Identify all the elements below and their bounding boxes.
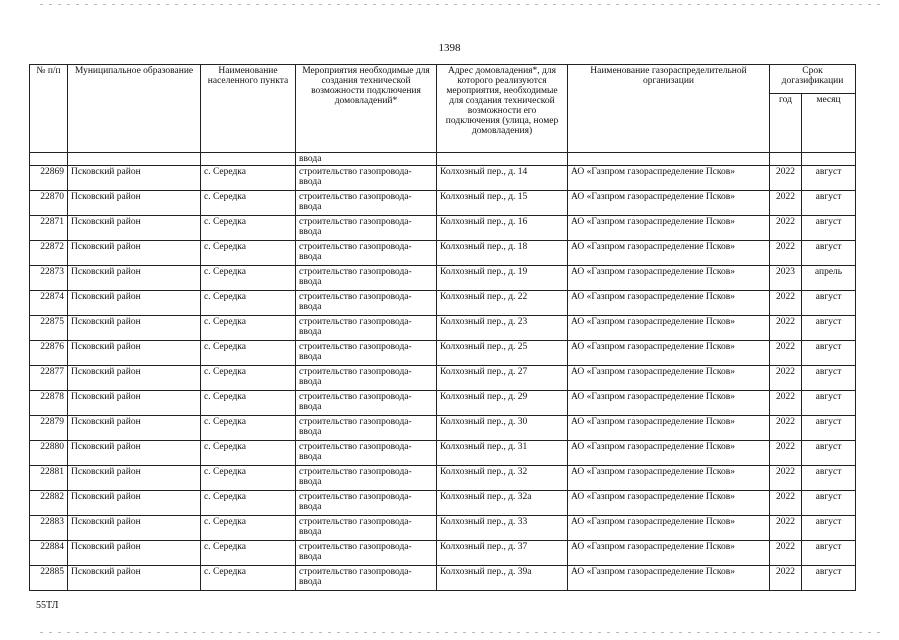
cell-year: 2022 [770,466,802,491]
table-row [30,391,856,416]
header-address: Адрес домовладения*, для которого реализуются мероприятия, необходимые для создания технической возможности его подключения (улица, номер домовладения) [437,65,568,153]
cell-settlement: с. Середка [201,341,296,366]
cell-settlement: с. Середка [201,216,296,241]
cell-settlement: с. Середка [201,241,296,266]
cell-settlement: с. Середка [201,191,296,216]
cell-measure: строительство газопровода-ввода [296,516,437,541]
table-row [30,441,856,466]
cell-settlement: с. Середка [201,416,296,441]
cell-measure: строительство газопровода-ввода [296,416,437,441]
cell-num: 22873 [30,266,68,291]
cell-org: АО «Газпром газораспределение Псков» [568,541,770,566]
cell-org: АО «Газпром газораспределение Псков» [568,316,770,341]
cell-address: Колхозный пер., д. 33 [437,516,568,541]
cell-address: Колхозный пер., д. 32а [437,491,568,516]
cell-municipality: Псковский район [68,516,201,541]
table-row [30,491,856,516]
cell-org: АО «Газпром газораспределение Псков» [568,441,770,466]
table-row [30,241,856,266]
header-measures: Мероприятия необходимые для создания технической возможности подключения домовладений* [296,65,437,153]
cell-municipality: Псковский район [68,466,201,491]
cell-month: август [802,241,856,266]
cell-measure: строительство газопровода-ввода [296,316,437,341]
cell-org: АО «Газпром газораспределение Псков» [568,341,770,366]
cell-settlement: с. Середка [201,316,296,341]
cell-settlement: с. Середка [201,391,296,416]
cell-municipality: Псковский район [68,391,201,416]
table-row [30,466,856,491]
cell-year: 2022 [770,341,802,366]
cell-month: август [802,541,856,566]
cell-num: 22874 [30,291,68,316]
table-row [30,191,856,216]
cell-org: АО «Газпром газораспределение Псков» [568,491,770,516]
cell-address: Колхозный пер., д. 22 [437,291,568,316]
cell-num: 22876 [30,341,68,366]
cell-month: апрель [802,266,856,291]
cell-org: АО «Газпром газораспределение Псков» [568,416,770,441]
cell-measure: строительство газопровода-ввода [296,291,437,316]
cell-measure: строительство газопровода-ввода [296,191,437,216]
cell-municipality: Псковский район [68,416,201,441]
footer-code: 55ТЛ [36,600,59,611]
cell-settlement: с. Середка [201,291,296,316]
cell-month: август [802,366,856,391]
cell-year: 2022 [770,491,802,516]
cell-month: август [802,316,856,341]
header-month: месяц [802,94,856,153]
cell-month: август [802,341,856,366]
cell-num: 22879 [30,416,68,441]
header-num: № п/п [30,65,68,153]
cell-month: август [802,166,856,191]
cell-year: 2022 [770,541,802,566]
cell-address: Колхозный пер., д. 18 [437,241,568,266]
cell-address: Колхозный пер., д. 19 [437,266,568,291]
cell-org: АО «Газпром газораспределение Псков» [568,566,770,591]
cell-municipality: Псковский район [68,241,201,266]
cell-address: Колхозный пер., д. 23 [437,316,568,341]
table-row [30,516,856,541]
cell-municipality: Псковский район [68,441,201,466]
cell-month: август [802,291,856,316]
header-municipality: Муниципальное образование [68,65,201,153]
cell-org: АО «Газпром газораспределение Псков» [568,391,770,416]
header-term: Срок догазификации [770,65,856,94]
cell-municipality: Псковский район [68,366,201,391]
cell-address: Колхозный пер., д. 14 [437,166,568,191]
cell-address: Колхозный пер., д. 25 [437,341,568,366]
cell-address: Колхозный пер., д. 30 [437,416,568,441]
cell-settlement: с. Середка [201,441,296,466]
cell-org: АО «Газпром газораспределение Псков» [568,516,770,541]
cell-settlement: с. Середка [201,466,296,491]
cell-month: август [802,566,856,591]
cell-measure: строительство газопровода-ввода [296,216,437,241]
cell-num: 22883 [30,516,68,541]
cell-month: август [802,516,856,541]
cell-num: 22878 [30,391,68,416]
cell-address: Колхозный пер., д. 37 [437,541,568,566]
table-row [30,541,856,566]
cell-address: Колхозный пер., д. 27 [437,366,568,391]
table-row [30,166,856,191]
page-number: 1398 [438,42,461,54]
cell-municipality: Псковский район [68,341,201,366]
cell-year: 2022 [770,516,802,541]
table-row [30,291,856,316]
table-row [30,316,856,341]
cell-year: 2022 [770,241,802,266]
gasification-table [29,64,856,591]
scan-artifact-bottom [40,632,880,633]
cell-measure: строительство газопровода-ввода [296,466,437,491]
cell-org: АО «Газпром газораспределение Псков» [568,291,770,316]
table-row [30,366,856,391]
cell-num: 22877 [30,366,68,391]
cell-settlement: с. Середка [201,516,296,541]
cell-measure: строительство газопровода-ввода [296,566,437,591]
cell-num: 22882 [30,491,68,516]
cell-measure: строительство газопровода-ввода [296,491,437,516]
cell-municipality: Псковский район [68,316,201,341]
cell-municipality: Псковский район [68,566,201,591]
continuation-text: ввода [296,153,437,166]
cell-org: АО «Газпром газораспределение Псков» [568,216,770,241]
cell-measure: строительство газопровода-ввода [296,266,437,291]
cell-municipality: Псковский район [68,191,201,216]
cell-address: Колхозный пер., д. 39а [437,566,568,591]
cell-municipality: Псковский район [68,166,201,191]
cell-year: 2022 [770,191,802,216]
header-org: Наименование газораспределительной организации [568,65,770,153]
cell-settlement: с. Середка [201,491,296,516]
table-row [30,341,856,366]
cell-num: 22881 [30,466,68,491]
cell-address: Колхозный пер., д. 15 [437,191,568,216]
cell-address: Колхозный пер., д. 32 [437,466,568,491]
cell-settlement: с. Середка [201,541,296,566]
cell-num: 22884 [30,541,68,566]
cell-num: 22885 [30,566,68,591]
scan-artifact-top [40,4,880,5]
continuation-row [30,153,856,166]
header-row [30,65,856,94]
cell-year: 2022 [770,391,802,416]
cell-settlement: с. Середка [201,566,296,591]
header-year: год [770,94,802,153]
cell-year: 2022 [770,316,802,341]
table-row [30,216,856,241]
cell-address: Колхозный пер., д. 29 [437,391,568,416]
cell-measure: строительство газопровода-ввода [296,541,437,566]
cell-month: август [802,466,856,491]
cell-org: АО «Газпром газораспределение Псков» [568,366,770,391]
cell-org: АО «Газпром газораспределение Псков» [568,191,770,216]
cell-year: 2022 [770,566,802,591]
table-row [30,566,856,591]
cell-settlement: с. Середка [201,366,296,391]
cell-num: 22872 [30,241,68,266]
cell-month: август [802,191,856,216]
table-row [30,416,856,441]
cell-month: август [802,416,856,441]
cell-year: 2022 [770,291,802,316]
cell-year: 2023 [770,266,802,291]
cell-measure: строительство газопровода-ввода [296,166,437,191]
cell-municipality: Псковский район [68,216,201,241]
cell-org: АО «Газпром газораспределение Псков» [568,241,770,266]
cell-org: АО «Газпром газораспределение Псков» [568,466,770,491]
cell-settlement: с. Середка [201,166,296,191]
cell-month: август [802,441,856,466]
cell-org: АО «Газпром газораспределение Псков» [568,166,770,191]
cell-measure: строительство газопровода-ввода [296,366,437,391]
cell-num: 22870 [30,191,68,216]
cell-municipality: Псковский район [68,541,201,566]
cell-measure: строительство газопровода-ввода [296,391,437,416]
cell-num: 22875 [30,316,68,341]
cell-year: 2022 [770,216,802,241]
cell-address: Колхозный пер., д. 31 [437,441,568,466]
cell-org: АО «Газпром газораспределение Псков» [568,266,770,291]
cell-municipality: Псковский район [68,491,201,516]
cell-num: 22869 [30,166,68,191]
cell-municipality: Псковский район [68,266,201,291]
cell-settlement: с. Середка [201,266,296,291]
cell-num: 22880 [30,441,68,466]
cell-year: 2022 [770,366,802,391]
cell-month: август [802,216,856,241]
cell-month: август [802,391,856,416]
cell-measure: строительство газопровода-ввода [296,341,437,366]
cell-month: август [802,491,856,516]
cell-municipality: Псковский район [68,291,201,316]
header-settlement: Наименование населенного пункта [201,65,296,153]
cell-address: Колхозный пер., д. 16 [437,216,568,241]
cell-num: 22871 [30,216,68,241]
cell-year: 2022 [770,166,802,191]
table-row [30,266,856,291]
cell-measure: строительство газопровода-ввода [296,241,437,266]
cell-year: 2022 [770,416,802,441]
cell-year: 2022 [770,441,802,466]
cell-measure: строительство газопровода-ввода [296,441,437,466]
